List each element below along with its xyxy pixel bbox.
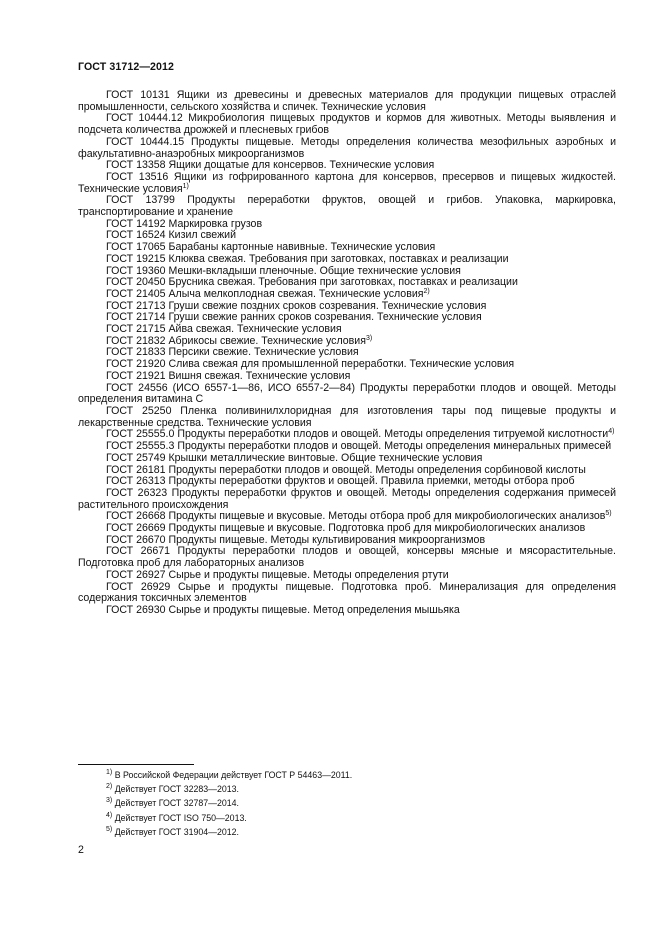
standard-reference-text: ГОСТ 21832 Абрикосы свежие. Технические условия bbox=[106, 334, 366, 347]
footnotes bbox=[106, 768, 352, 839]
footnote bbox=[106, 782, 352, 796]
standard-reference-text: ГОСТ 13516 Ящики из гофрированного картона для консервов, пресервов и пищевых жидкостей. Технические условия bbox=[78, 170, 616, 195]
standard-reference bbox=[78, 546, 616, 569]
footnote-mark: 2) bbox=[106, 783, 113, 791]
standard-reference-text: ГОСТ 26671 Продукты переработки плодов и овощей, консервы мясные и мясорастительные. Подготовка проб для лабораторных анализов bbox=[78, 545, 616, 570]
page-number: 2 bbox=[78, 844, 84, 856]
standard-reference-text: ГОСТ 16524 Кизил свежий bbox=[106, 229, 236, 242]
document-header: ГОСТ 31712—2012 bbox=[78, 61, 175, 73]
standard-reference-text: ГОСТ 25749 Крышки металлические винтовые. Общие технические условия bbox=[106, 451, 483, 464]
standard-reference bbox=[78, 582, 616, 605]
standard-reference-text: ГОСТ 17065 Барабаны картонные навивные. Технические условия bbox=[106, 241, 436, 254]
standard-reference bbox=[78, 195, 616, 218]
footnote-ref: 3) bbox=[365, 334, 373, 342]
standard-reference bbox=[78, 172, 616, 195]
standard-reference-text: ГОСТ 25555.0 Продукты переработки плодов и овощей. Методы определения титруемой кислотности bbox=[106, 428, 609, 441]
footnote-text: В Российской Федерации действует ГОСТ Р 54463—2011. bbox=[114, 770, 353, 780]
standard-reference-text: ГОСТ 10444.12 Микробиология пищевых продуктов и кормов для животных. Методы выявления и подсчета количества дрожжей и плесневых грибов bbox=[78, 112, 616, 137]
footnote bbox=[106, 811, 352, 825]
standard-reference bbox=[78, 605, 616, 617]
standard-reference-text: ГОСТ 14192 Маркировка грузов bbox=[106, 217, 263, 230]
footnote bbox=[106, 768, 352, 782]
footnote bbox=[106, 825, 352, 839]
standard-reference bbox=[78, 113, 616, 136]
standard-reference-text: ГОСТ 21921 Вишня свежая. Технические условия bbox=[106, 369, 351, 382]
standard-reference-text: ГОСТ 25250 Пленка поливинилхлоридная для изготовления тары под пищевые продукты и лекарственные средства. Технические условия bbox=[78, 404, 616, 429]
standard-reference-text: ГОСТ 26669 Продукты пищевые и вкусовые. Подготовка проб для микробиологических анализов bbox=[106, 522, 586, 535]
standard-reference-text: ГОСТ 24556 (ИСО 6557-1—86, ИСО 6557-2—84) Продукты переработки плодов и овощей. Методы определения витамина С bbox=[78, 381, 616, 406]
standard-reference-text: ГОСТ 26323 Продукты переработки фруктов и овощей. Методы определения содержания примесей растительного происхождения bbox=[78, 486, 616, 511]
footnote-ref: 1) bbox=[182, 182, 189, 190]
standard-reference-text: ГОСТ 10444.15 Продукты пищевые. Методы определения количества мезофильных аэробных и факультативно-анаэробных микроорганизмов bbox=[78, 135, 616, 160]
footnote-ref: 4) bbox=[608, 428, 615, 436]
standard-reference-text: ГОСТ 26670 Продукты пищевые. Методы культивирования микроорганизмов bbox=[106, 533, 486, 546]
standard-reference bbox=[78, 383, 616, 406]
standard-reference-text: ГОСТ 21713 Груши свежие поздних сроков созревания. Технические условия bbox=[106, 299, 487, 312]
footnote-text: Действует ГОСТ 32283—2013. bbox=[114, 784, 239, 795]
standard-reference-text: ГОСТ 21920 Слива свежая для промышленной переработки. Технические условия bbox=[106, 358, 515, 371]
standard-reference bbox=[78, 406, 616, 429]
standard-reference-text: ГОСТ 26929 Сырье и продукты пищевые. Подготовка проб. Минерализация для определения содержания токсичных элементов bbox=[78, 580, 616, 605]
standard-reference-text: ГОСТ 20450 Брусника свежая. Требования при заготовках, поставках и реализации bbox=[106, 276, 518, 289]
footnote-mark: 4) bbox=[106, 811, 113, 819]
standard-reference-text: ГОСТ 21715 Айва свежая. Технические условия bbox=[106, 323, 342, 336]
standards-reference-list bbox=[78, 90, 616, 617]
footnote-divider bbox=[78, 764, 194, 765]
standard-reference-text: ГОСТ 21714 Груши свежие ранних сроков созревания. Технические условия bbox=[106, 311, 482, 324]
standard-reference-text: ГОСТ 19215 Клюква свежая. Требования при заготовках, поставках и реализации bbox=[106, 252, 509, 265]
footnote-mark: 3) bbox=[106, 797, 113, 805]
standard-reference-text: ГОСТ 21833 Персики свежие. Технические условия bbox=[106, 346, 359, 359]
footnote-text: Действует ГОСТ 32787—2014. bbox=[114, 798, 239, 809]
standard-reference bbox=[78, 488, 616, 511]
standard-reference-text: ГОСТ 26927 Сырье и продукты пищевые. Методы определения ртути bbox=[106, 568, 449, 581]
footnote-ref: 2) bbox=[423, 287, 430, 295]
standard-reference-text: ГОСТ 26313 Продукты переработки фруктов и овощей. Правила приемки, методы отбора проб bbox=[106, 475, 575, 488]
footnote-text: Действует ГОСТ 31904—2012. bbox=[114, 826, 239, 837]
standard-reference-text: ГОСТ 25555.3 Продукты переработки плодов и овощей. Методы определения минеральных примесей bbox=[106, 440, 612, 453]
footnote bbox=[106, 796, 352, 810]
footnote-ref: 5) bbox=[605, 510, 612, 518]
standard-reference-text: ГОСТ 26181 Продукты переработки плодов и овощей. Методы определения сорбиновой кислоты bbox=[106, 463, 586, 476]
footnote-text: Действует ГОСТ ISO 750—2013. bbox=[114, 812, 247, 823]
footnote-mark: 1) bbox=[106, 769, 113, 776]
standard-reference-text: ГОСТ 13799 Продукты переработки фруктов, овощей и грибов. Упаковка, маркировка, транспортирование и хранение bbox=[78, 194, 616, 219]
standard-reference bbox=[78, 90, 616, 113]
standard-reference-text: ГОСТ 19360 Мешки-вкладыши пленочные. Общие технические условия bbox=[106, 264, 461, 277]
standard-reference-text: ГОСТ 26930 Сырье и продукты пищевые. Метод определения мышьяка bbox=[106, 603, 460, 616]
standard-reference-text: ГОСТ 21405 Алыча мелкоплодная свежая. Технические условия bbox=[106, 287, 424, 300]
footnote-mark: 5) bbox=[106, 825, 113, 833]
standard-reference-text: ГОСТ 26668 Продукты пищевые и вкусовые. Методы отбора проб для микробиологических анализов bbox=[106, 510, 606, 523]
standard-reference bbox=[78, 137, 616, 160]
standard-reference-text: ГОСТ 13358 Ящики дощатые для консервов. Технические условия bbox=[106, 159, 435, 172]
standard-reference-text: ГОСТ 10131 Ящики из древесины и древесных материалов для продукции пищевых отраслей промышленности, сельского хозяйства и спичек. Технические условия bbox=[78, 89, 616, 113]
